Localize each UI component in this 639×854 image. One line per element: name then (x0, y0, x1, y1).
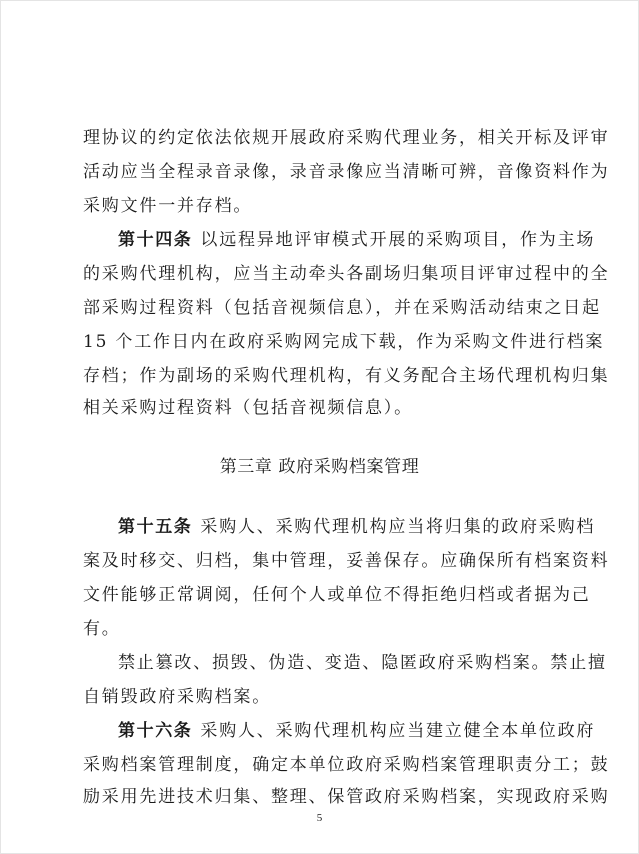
article-14-label: 第十四条 (118, 230, 193, 250)
text-line: 以远程异地评审模式开展的采购项目，作为主场 (200, 230, 596, 250)
article-16-label: 第十六条 (118, 721, 193, 741)
article-16-first-line (118, 721, 595, 741)
text-line: 自销毁政府采购档案。 (83, 687, 271, 707)
page-number: 5 (316, 812, 323, 824)
text-line: 相关采购过程资料（包括音视频信息）。 (83, 398, 413, 418)
chapter-title: 第三章 政府采购档案管理 (219, 457, 420, 477)
article-15-first-line (118, 517, 595, 537)
text-line: 采购文件一并存档。 (83, 196, 253, 216)
text-line: 15 个工作日内在政府采购网完成下载，作为采购文件进行档案 (83, 332, 605, 352)
article-15-label: 第十五条 (118, 517, 193, 537)
text-line: 采购人、采购代理机构应当建立健全本单位政府 (200, 721, 596, 741)
text-line: 活动应当全程录音录像，录音录像应当清晰可辨，音像资料作为 (83, 162, 610, 182)
text-line: 理协议的约定依法依规开展政府采购代理业务，相关开标及评审 (83, 128, 610, 148)
text-line: 部采购过程资料（包括音视频信息），并在采购活动结束之日起 (83, 298, 601, 318)
article-14-first-line (118, 230, 595, 250)
text-line: 有。 (83, 619, 121, 639)
text-line: 励采用先进技术归集、整理、保管政府采购档案，实现政府采购 (83, 787, 610, 807)
text-line: 采购档案管理制度，确定本单位政府采购档案管理职责分工；鼓 (83, 755, 610, 775)
text-line: 的采购代理机构，应当主动牵头各副场归集项目评审过程中的全 (83, 264, 610, 284)
text-line: 案及时移交、归档，集中管理，妥善保存。应确保所有档案资料 (83, 551, 610, 571)
text-line: 禁止篡改、损毁、伪造、变造、隐匿政府采购档案。禁止擅 (118, 653, 607, 673)
text-line: 文件能够正常调阅，任何个人或单位不得拒绝归档或者据为己 (83, 585, 591, 605)
text-line: 采购人、采购代理机构应当将归集的政府采购档 (200, 517, 596, 537)
text-line: 存档；作为副场的采购代理机构，有义务配合主场代理机构归集 (83, 366, 610, 386)
